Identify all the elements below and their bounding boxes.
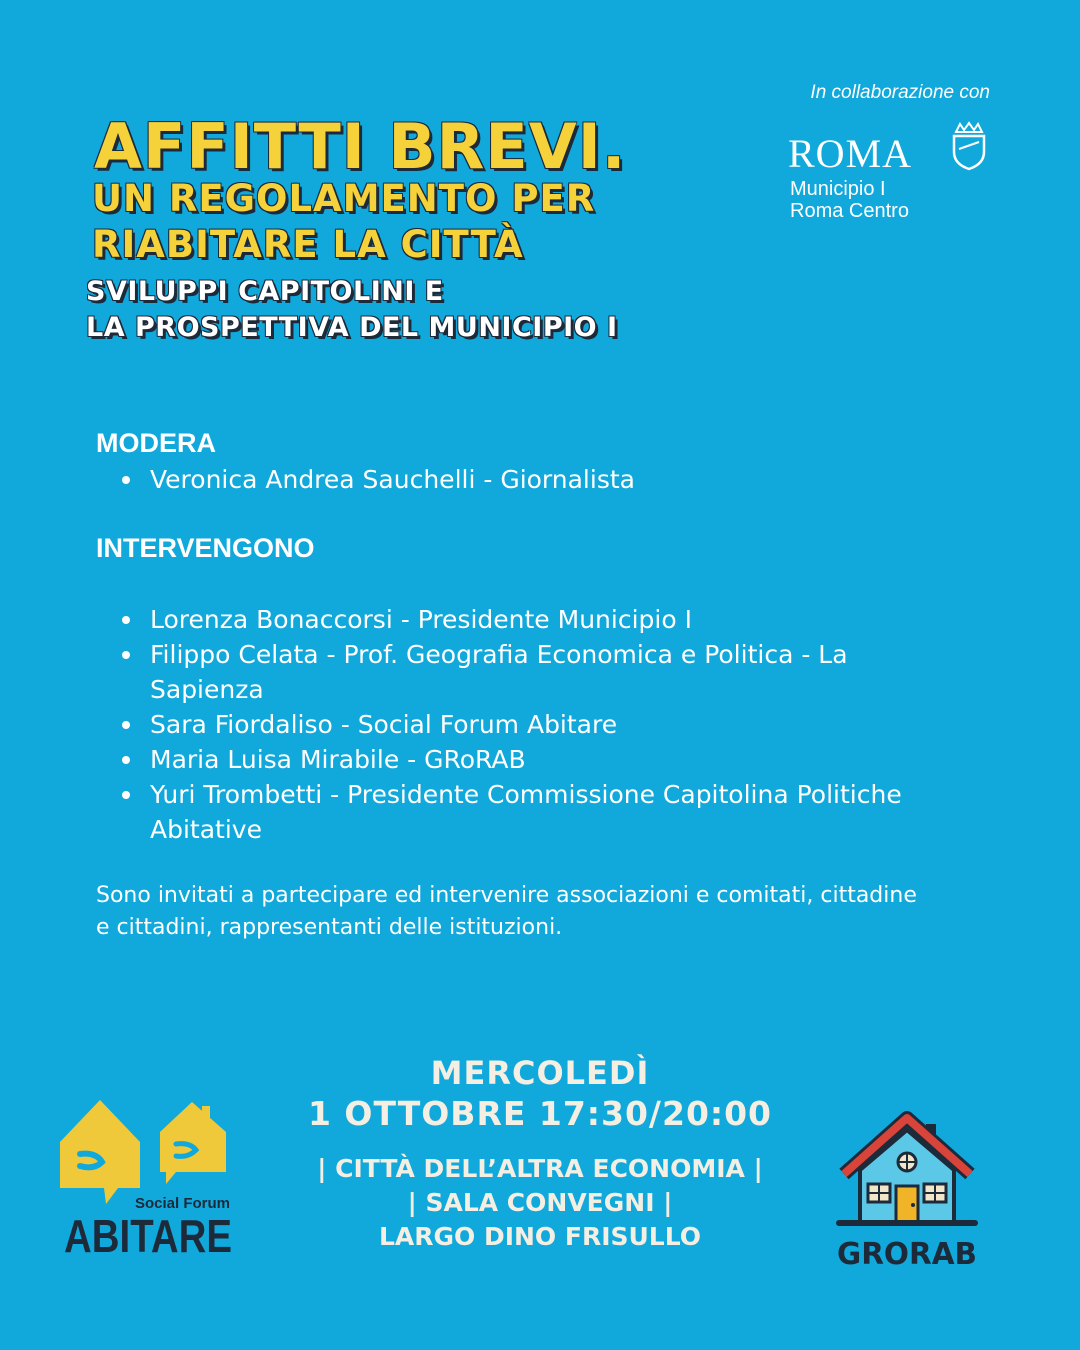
abitare-logo-small-text: Social Forum <box>134 1195 230 1212</box>
venue-line-3: LARGO DINO FRISULLO <box>378 1222 702 1251</box>
grorab-logo <box>832 1112 982 1272</box>
event-title: AFFITTI BREVI. <box>94 110 627 183</box>
venue-line-1: | CITTÀ DELL’ALTRA ECONOMIA | <box>317 1154 763 1183</box>
event-subtitle <box>92 176 595 268</box>
list-item: Lorenza Bonaccorsi - Presidente Municipio I <box>96 602 926 637</box>
roma-logo-text: ROMA <box>788 131 913 176</box>
event-tagline <box>86 274 618 346</box>
invite-text: Sono invitati a partecipare ed intervenire associazioni e comitati, cittadine e cittadini, rappresentanti delle istituzioni. <box>96 883 917 940</box>
municipio-label <box>790 178 909 222</box>
moderator-heading: MODERA <box>96 428 216 458</box>
venue-line-2: | SALA CONVEGNI | <box>407 1188 673 1217</box>
abitare-logo-big-text: ABITARE <box>64 1210 232 1262</box>
event-venue <box>240 1152 840 1254</box>
speakers-list <box>96 602 926 847</box>
social-forum-abitare-logo <box>58 1092 238 1260</box>
municipio-line-1: Municipio I <box>790 178 886 200</box>
list-item: Filippo Celata - Prof. Geografia Economica e Politica - La Sapienza <box>96 637 926 707</box>
event-subtitle-line-2: RIABITARE LA CITTÀ <box>92 223 524 266</box>
grorab-logo-text: GRORAB <box>837 1237 977 1272</box>
collaboration-label: In collaborazione con <box>810 82 990 103</box>
municipio-line-2: Roma Centro <box>790 200 909 222</box>
list-item: Veronica Andrea Sauchelli - Giornalista <box>96 462 926 497</box>
list-item: Maria Luisa Mirabile - GRoRAB <box>96 742 926 777</box>
moderator-list <box>96 462 926 497</box>
event-subtitle-line-1: UN REGOLAMENTO PER <box>92 177 596 220</box>
list-item: Yuri Trombetti - Presidente Commissione Capitolina Politiche Abitative <box>96 777 926 847</box>
event-date-time: 1 OTTOBRE 17:30/20:00 <box>307 1094 773 1133</box>
speakers-heading: INTERVENGONO <box>96 533 315 563</box>
list-item: Sara Fiordaliso - Social Forum Abitare <box>96 707 926 742</box>
event-day: MERCOLEDÌ <box>430 1054 650 1092</box>
event-tagline-line-2: LA PROSPETTIVA DEL MUNICIPIO I <box>86 312 618 343</box>
roma-crest-icon <box>950 122 988 170</box>
event-tagline-line-1: SVILUPPI CAPITOLINI E <box>86 276 444 307</box>
